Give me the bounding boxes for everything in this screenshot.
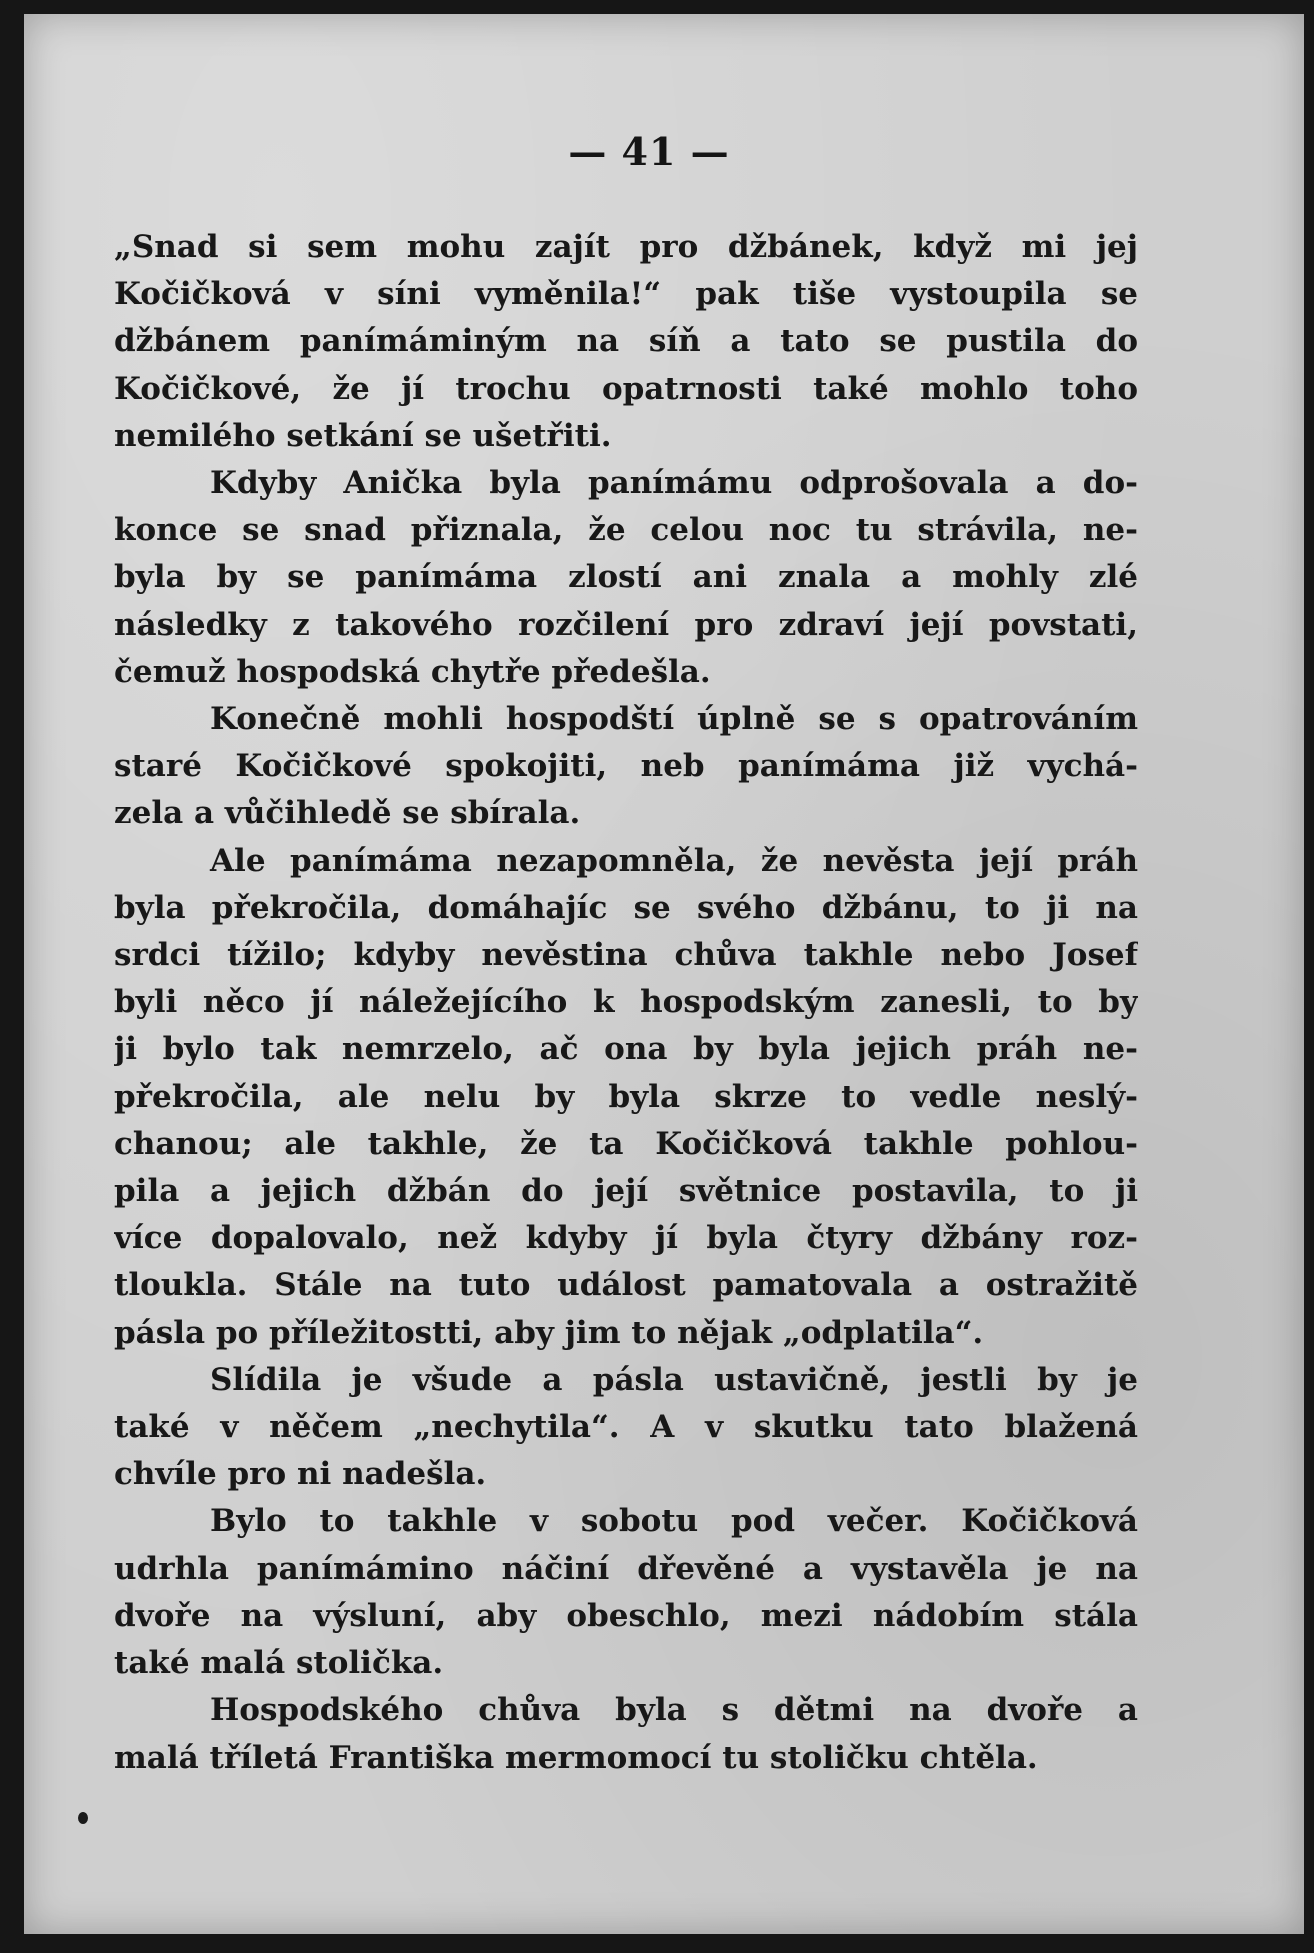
text-line: tloukla. Stále na tuto událost pamatovala a ostražitě <box>114 1267 1138 1304</box>
text-line: srdci tížilo; kdyby nevěstina chůva takhle nebo Josef <box>114 937 1138 974</box>
text-line: Kočičkové, že jí trochu opatrnosti také mohlo toho <box>114 370 1138 407</box>
text-line: Kdyby Anička byla panímámu odprošovala a do- <box>210 465 1138 502</box>
text-line: Hospodského chůva byla s dětmi na dvoře a <box>210 1692 1138 1729</box>
text-line: malá tříletá Františka mermomocí tu stoličku chtěla. <box>114 1739 1038 1776</box>
text-line: pila a jejich džbán do její světnice postavila, to ji <box>114 1173 1138 1210</box>
page-body-text <box>114 224 1138 1782</box>
text-line: byla by se panímáma zlostí ani znala a mohly zlé <box>114 559 1138 596</box>
text-line: džbánem panímáminým na síň a tato se pustila do <box>114 323 1138 360</box>
text-line: dvoře na výsluní, aby obeschlo, mezi nádobím stála <box>114 1597 1138 1634</box>
text-line: nemilého setkání se ušetřiti. <box>114 417 612 454</box>
text-line: Konečně mohli hospodští úplně se s opatrováním <box>210 701 1138 738</box>
text-line: také v něčem „nechytila“. A v skutku tato blažená <box>114 1409 1138 1446</box>
book-page <box>24 14 1304 1934</box>
text-line: chvíle pro ni nadešla. <box>114 1456 487 1493</box>
text-line: zela a vůčihledě se sbírala. <box>114 795 581 832</box>
text-line: chanou; ale takhle, že ta Kočičková takhle pohlou- <box>114 1125 1138 1162</box>
text-line: Ale panímáma nezapomněla, že nevěsta její práh <box>210 842 1138 879</box>
text-line: překročila, ale nelu by byla skrze to vedle neslý- <box>114 1078 1138 1115</box>
text-line: více dopalovalo, než kdyby jí byla čtyry džbány roz- <box>114 1220 1138 1257</box>
ink-speck <box>78 1812 88 1824</box>
text-line: ji bylo tak nemrzelo, ač ona by byla jejich práh ne- <box>114 1031 1138 1068</box>
text-line: následky z takového rozčilení pro zdraví její povstati, <box>114 606 1138 643</box>
text-line: Bylo to takhle v sobotu pod večer. Kočičková <box>210 1503 1138 1540</box>
text-line: konce se snad přiznala, že celou noc tu strávila, ne- <box>114 512 1138 549</box>
text-line: staré Kočičkové spokojiti, neb panímáma již vychá- <box>114 748 1138 785</box>
page-number: — 41 — <box>568 129 730 174</box>
text-line: Slídila je všude a pásla ustavičně, jestli by je <box>210 1361 1138 1398</box>
text-line: udrhla panímámino náčiní dřevěné a vystavěla je na <box>114 1550 1138 1587</box>
text-line: byla překročila, domáhajíc se svého džbánu, to ji na <box>114 889 1138 926</box>
text-line: čemuž hospodská chytře předešla. <box>114 653 711 690</box>
text-line: pásla po příležitostti, aby jim to nějak „odplatila“. <box>114 1314 984 1351</box>
text-line: Kočičková v síni vyměnila!“ pak tiše vystoupila se <box>114 276 1138 313</box>
text-line: také malá stolička. <box>114 1645 444 1682</box>
text-line: „Snad si sem mohu zajít pro džbánek, když mi jej <box>114 229 1138 265</box>
text-line: byli něco jí náležejícího k hospodským zanesli, to by <box>114 984 1138 1021</box>
